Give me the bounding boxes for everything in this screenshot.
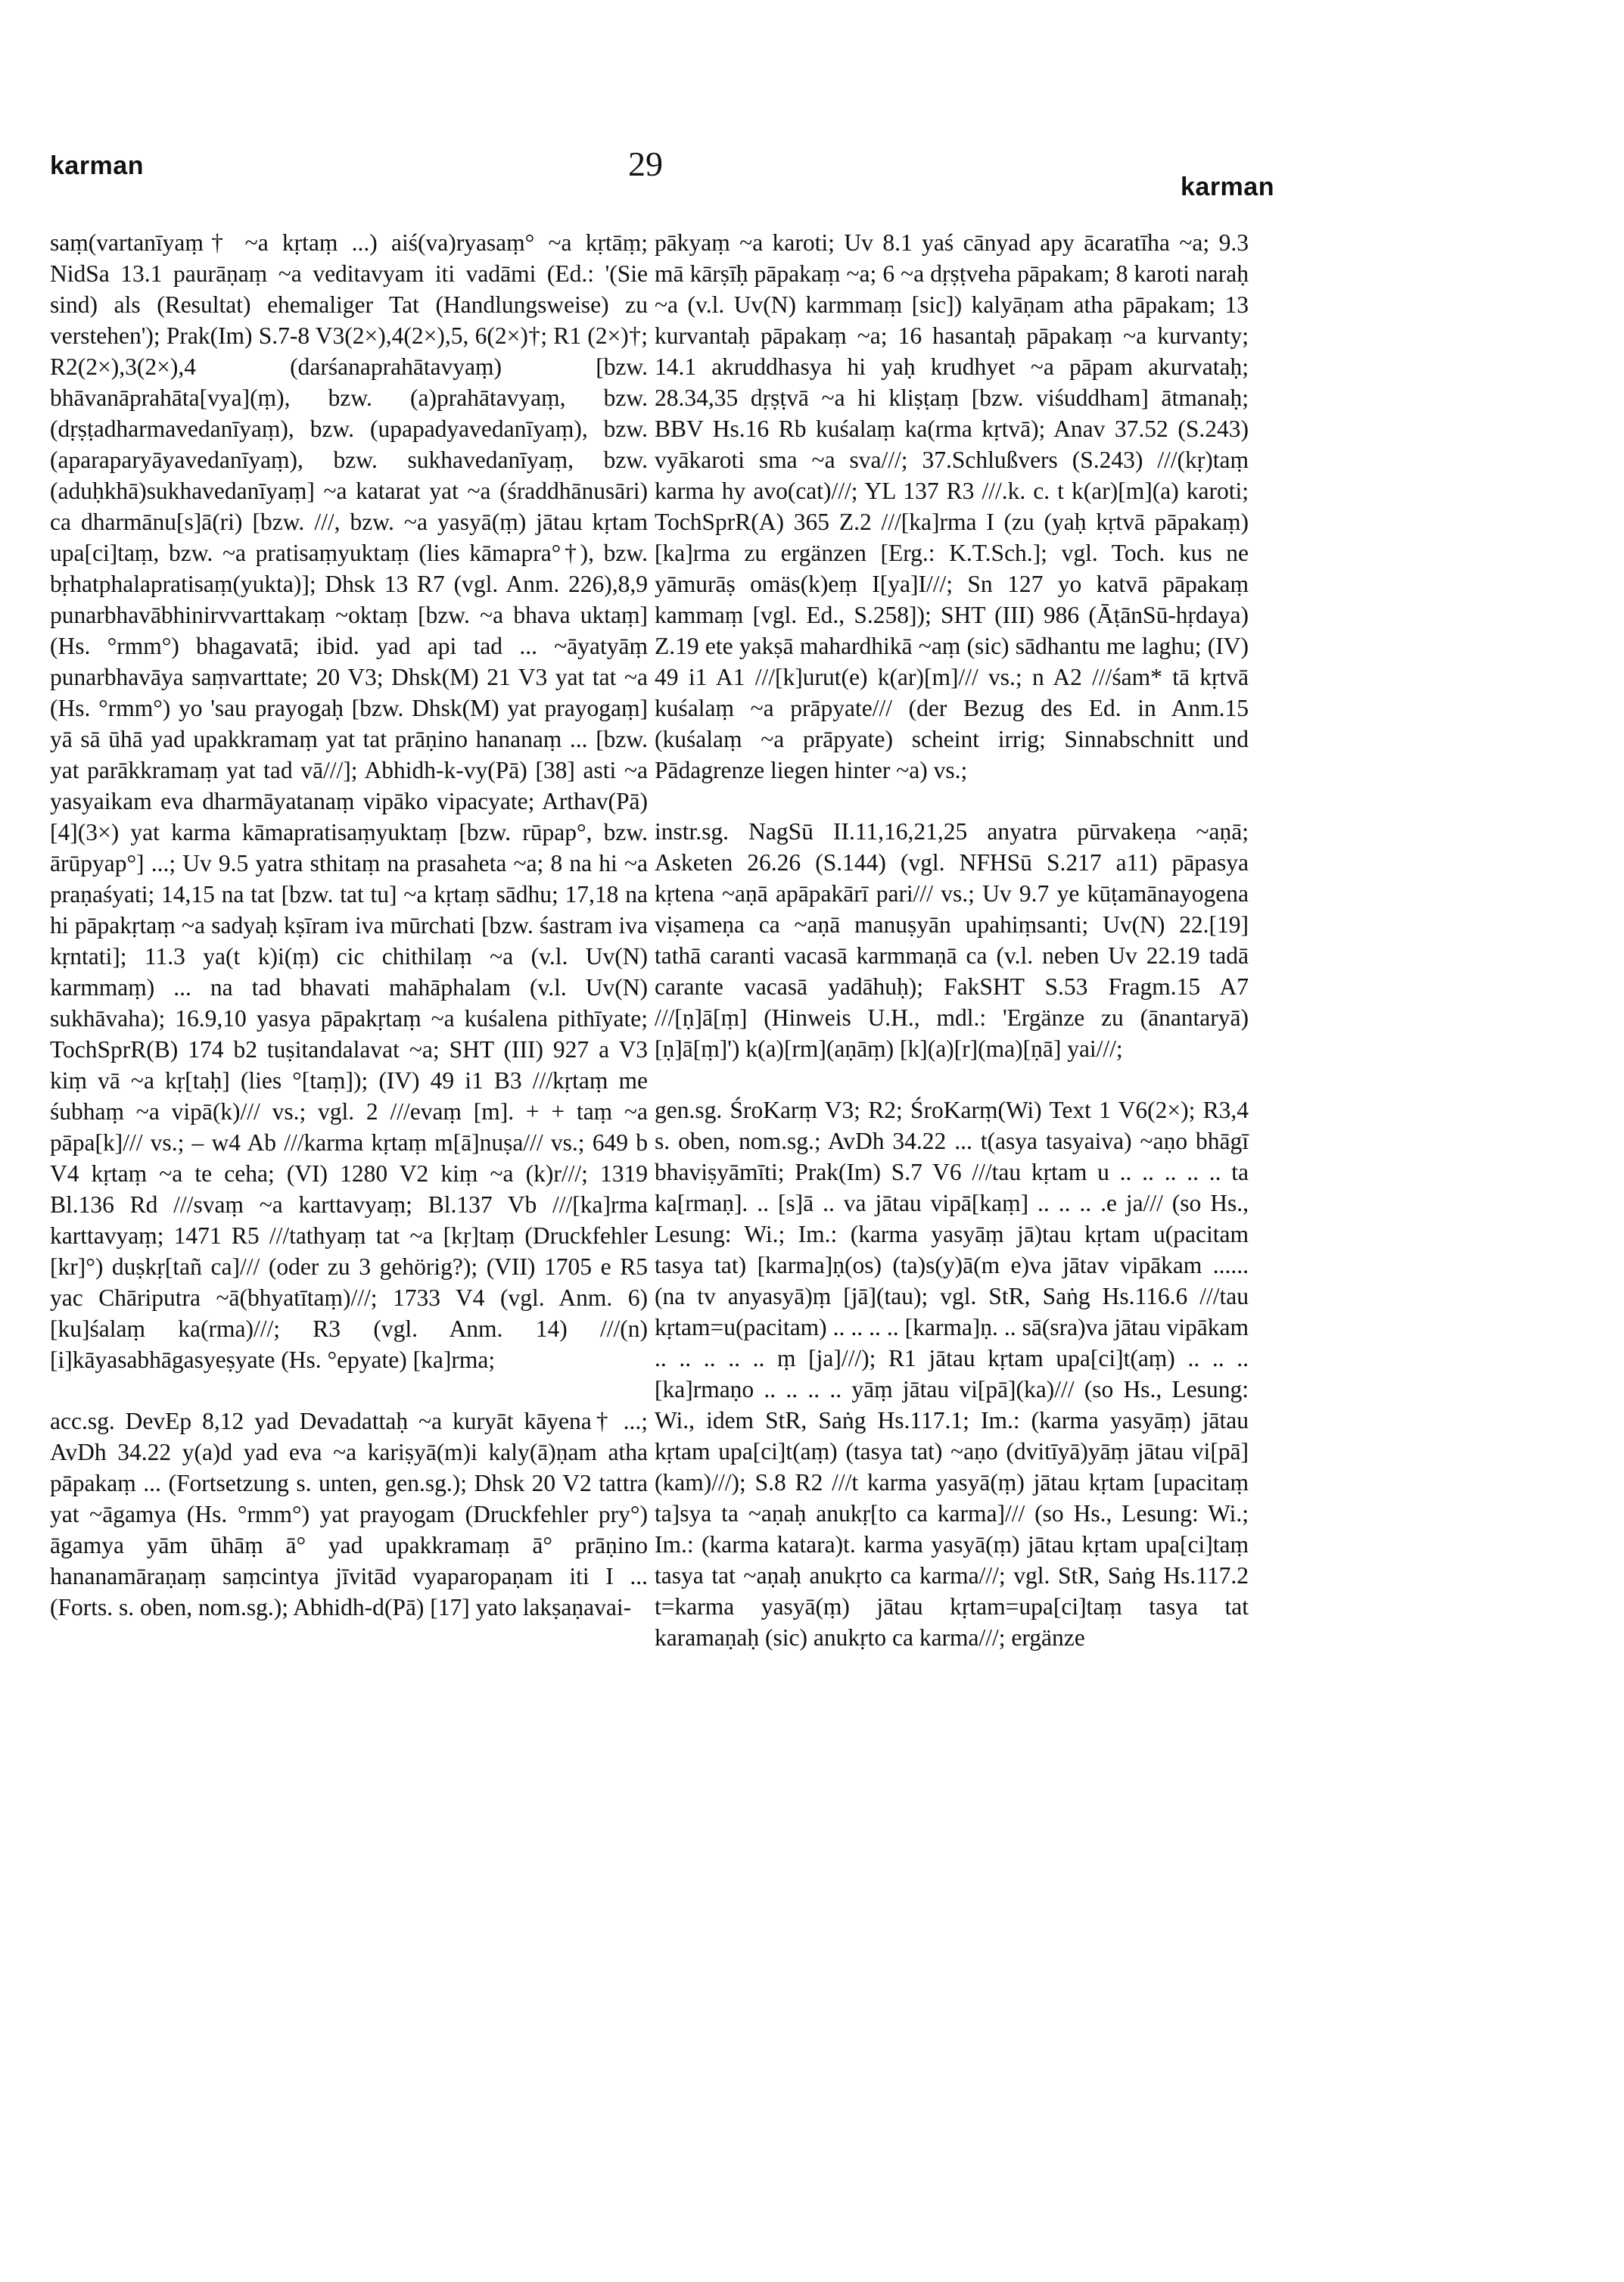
left-paragraph-nom-sg: saṃ(vartanīyaṃ† ~a kṛtaṃ ...) aiś(va)ryasaṃ° ~a kṛtāṃ; NidSa 13.1 paurāṇaṃ ~a veditavyam iti vadāmi (Ed.: '(Sie sind) als (Resultat) ehemaliger Tat (Handlungsweise) zu verstehen'); Prak(Im) S.7-8 V3(2×),4(2×),5, 6(2×)†; R1 (2×)†; R2(2×),3(2×),4 (darśanaprahātavyaṃ) [bzw. bhāvanāprahāta[vya](ṃ), bzw. (a)prahātavyaṃ, bzw. (dṛṣṭadharmavedanīyaṃ), bzw. (upapadyavedanīyaṃ), bzw. (aparaparyāyavedanīyaṃ), bzw. sukhavedanīyaṃ, bzw. (aduḥkhā)sukhavedanīyaṃ] ~a katarat yat ~a (śraddhānusāri) ca dharmānu[s]ā(ri) [bzw. ///, bzw. ~a yasyā(ṃ) jātau kṛtam upa[ci]taṃ, bzw. ~a pratisaṃyuktaṃ (lies kāmapra°†), bzw. bṛhatphalapratisaṃ(yukta)]; Dhsk 13 R7 (vgl. Anm. 226),8,9 punarbhavābhinirvvarttakaṃ ~oktaṃ [bzw. ~a bhava uktaṃ] (Hs. °rmm°) bhagavatā; ibid. yad api tad ... ~āyatyāṃ punarbhavāya saṃvarttate; 20 V3; Dhsk(M) 21 V3 yat tat ~a (Hs. °rmm°) yo 'sau prayogaḥ [bzw. Dhsk(M) yat prayogaṃ] yā sā ūhā yad upakkramaṃ yat tat prāṇino hananaṃ ... [bzw. yat parākkramaṃ yat tad vā///]; Abhidh-k-vy(Pā) [38] asti ~a yasyaikam eva dharmāyatanaṃ vipāko vipacyate; Arthav(Pā) [4](3×) yat karma kāmapratisaṃyuktaṃ [bzw. rūpap°, bzw. ārūpyap°] ...; Uv 9.5 yatra sthitaṃ na prasaheta ~a; 8 na hi ~a praṇaśyati; 14,15 na tat [bzw. tat tu] ~a kṛtaṃ sādhu; 17,18 na hi pāpakṛtaṃ ~a sadyaḥ kṣīram iva mūrchati [bzw. śastram iva kṛntati]; 11.3 ya(t k)i(ṃ) cic chithilaṃ ~a (v.l. Uv(N) karmmaṃ) ... na tad bhavati mahāphalam (v.l. Uv(N) sukhāvaha); 16.9,10 yasya pāpakṛtaṃ ~a kuśalena pithīyate; TochSprR(B) 174 b2 tuṣitandalavat ~a; SHT (III) 927 a V3 kiṃ vā ~a kṛ[taḥ] (lies °[taṃ]); (IV) 49 i1 B3 ///kṛtaṃ me śubhaṃ ~a vipā(k)/// vs.; vgl. 2 ///evaṃ [m]. + + taṃ ~a pāpa[k]/// vs.; – w4 Ab ///karma kṛtaṃ m[ā]nuṣa/// vs.; 649 b V4 kṛtaṃ ~a te ceha; (VI) 1280 V2 kiṃ ~a (k)r///; 1319 Bl.136 Rd ///svaṃ ~a karttavyaṃ; Bl.137 Vb ///[ka]rma karttavyaṃ; 1471 R5 ///tathyaṃ tat ~a [kṛ]taṃ (Druckfehler [kr]°) duṣkṛ[tañ ca]/// (oder zu 3 gehörig?); (VII) 1705 e R5 yac Chāriputra ~ā(bhyatītaṃ)///; 1733 V4 (vgl. Anm. 6) [ku]śalaṃ ka(rma)///; R3 (vgl. Anm. 14) ///(n)[i]kāyasabhāgasyeṣyate (Hs. °epyate) [ka]rma; xyxy=(50,229,648,1373)
left-column xyxy=(50,227,648,1623)
running-head-right: karman xyxy=(1181,173,1274,201)
page-header xyxy=(0,0,1624,227)
page-number: 29 xyxy=(628,145,663,183)
running-head-left: karman xyxy=(50,151,144,180)
right-paragraph-gen-sg: gen.sg. ŚroKarṃ V3; R2; ŚroKarṃ(Wi) Text 1 V6(2×); R3,4 s. oben, nom.sg.; AvDh 34.22 ... t(asya tasyaiva) ~aṇo bhāgī bhaviṣyāmīti; Prak(Im) S.7 V6 ///tau kṛtam u .. .. .. .. .. ta ka[rmaṇ]. .. [s]ā .. va jātau vipā[kaṃ] .. .. .. .e ja/// (so Hs., Lesung: Wi.; Im.: (karma yasyāṃ jā)tau kṛtam u(pacitam tasya tat) [karma]ṇ(os) (ta)s(y)ā(m e)va jātav vipākam ...... (na tv anyasyā)ṃ [jā](tau); vgl. StR, Saṅg Hs.116.6 ///tau kṛtam=u(pacitam) .. .. .. .. [karma]ṇ. .. sā(sra)va jātau vipākam .. .. .. .. .. ṃ [ja]///); R1 jātau kṛtam upa[ci]t(aṃ) .. .. .. [ka]rmaṇo .. .. .. .. yāṃ jātau vi[pā](ka)/// (so Hs., Lesung: Wi., idem StR, Saṅg Hs.117.1; Im.: (karma yasyāṃ) jātau kṛtam upa[ci]t(aṃ) (tasya tat) ~aṇo (dvitīyā)yāṃ jātau vi[pā](kam)///); S.8 R2 ///t karma yasyā(ṃ) jātau kṛtam [upacitaṃ ta]sya ta ~aṇaḥ anukṛ[to ca karma]/// (so Hs., Lesung: Wi.; Im.: (karma katara)t. karma yasyā(ṃ) jātau kṛtam upa[ci]taṃ tasya tat ~aṇaḥ anukṛto ca karma///; vgl. StR, Saṅg Hs.117.2 t=karma yasyā(ṃ) jātau kṛtam=upa[ci]taṃ tasya tat karamaṇaḥ (sic) anukṛto ca karma///; ergänze xyxy=(655,1097,1249,1651)
right-paragraph-instr-sg: instr.sg. NagSū II.11,16,21,25 anyatra pūrvakeṇa ~aṇā; Asketen 26.26 (S.144) (vgl. NFHSū S.217 a11) pāpasya kṛtena ~aṇā apāpakārī pari/// vs.; Uv 9.7 ye kūṭamānayogena viṣameṇa ca ~aṇā manuṣyān upahiṃsanti; Uv(N) 22.[19] tathā caranti vacasā karmmaṇā ca (v.l. neben Uv 22.19 tadā carante vacasā yadāhuḥ); FakSHT S.53 Fragm.15 A7 ///[ṇ]ā[ṃ] (Hinweis U.H., mdl.: 'Ergänze zu (ānantaryā)[ṇ]ā[ṃ]') k(a)[rm](aṇāṃ) [k](a)[r](ma)[ṇā] yai///; xyxy=(655,818,1249,1062)
right-column xyxy=(655,227,1249,1653)
left-paragraph-acc-sg: acc.sg. DevEp 8,12 yad Devadattaḥ ~a kuryāt kāyena† ...; AvDh 34.22 y(a)d yad eva ~a kariṣyā(m)i kaly(ā)ṇam atha pāpakaṃ ... (Fortsetzung s. unten, gen.sg.); Dhsk 20 V2 tattra yat ~āgamya (Hs. °rmm°) yat prayogam (Druckfehler pry°) āgamya yām ūhāṃ ā° yad upakkramaṃ ā° prāṇino hananamāraṇaṃ saṃcintya jīvitād vyaparopaṇam iti I ... (Forts. s. oben, nom.sg.); Abhidh-d(Pā) [17] yato lakṣaṇavai- xyxy=(50,1408,648,1620)
right-paragraph-continuation: pākyaṃ ~a karoti; Uv 8.1 yaś cānyad apy ācaratīha ~a; 9.3 mā kārṣīḥ pāpakaṃ ~a; 6 ~a dṛṣṭveha pāpakam; 8 karoti naraḥ ~a (v.l. Uv(N) karmmaṃ [sic]) kalyāṇam atha pāpakam; 13 kurvantaḥ pāpakaṃ ~a; 16 hasantaḥ pāpakaṃ ~a kurvanty; 14.1 akruddhasya hi yaḥ krudhyet ~a pāpam akurvataḥ; 28.34,35 dṛṣṭvā ~a hi kliṣṭaṃ [bzw. viśuddham] ātmanaḥ; BBV Hs.16 Rb kuśalaṃ ka(rma kṛtvā); Anav 37.52 (S.243) vyākaroti sma ~a sva///; 37.Schlußvers (S.243) ///(kṛ)taṃ karma hy avo(cat)///; YL 137 R3 ///.k. c. t k(ar)[m](a) karoti; TochSprR(A) 365 Z.2 ///[ka]rma I (zu (yaḥ kṛtvā pāpakaṃ) [ka]rma zu ergänzen [Erg.: K.T.Sch.]; vgl. Toch. kus ne yāmurāṣ omäs(k)eṃ I[ya]I///; Sn 127 yo katvā pāpakaṃ kammaṃ [vgl. Ed., S.258]); SHT (III) 986 (ĀṭānSū-hṛdaya) Z.19 ete yakṣā mahardhikā ~aṃ (sic) sādhantu me laghu; (IV) 49 i1 A1 ///[k]urut(e) k(ar)[m]/// vs.; n A2 ///śam* tā kṛtvā kuśalaṃ ~a prāpyate/// (der Bezug des Ed. in Anm.15 (kuśalaṃ ~a prāpyate) scheint irrig; Sinnabschnitt und Pādagrenze liegen hinter ~a) vs.; xyxy=(655,229,1249,783)
